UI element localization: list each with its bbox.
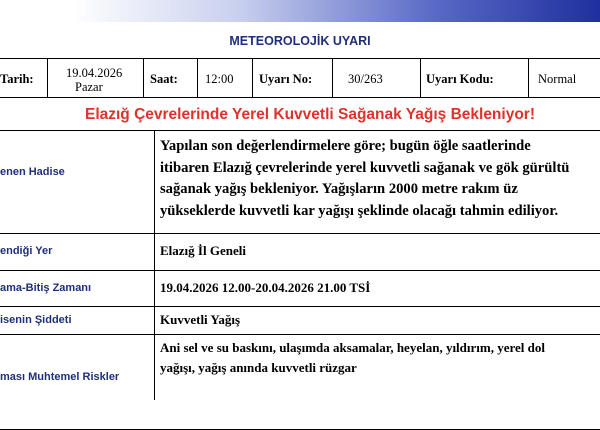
warning-no-label: Uyarı No:	[259, 72, 313, 86]
event-description-line: Yapılan son değerlendirmelere göre; bugün öğle saatlerinde	[160, 138, 531, 154]
header-divider	[332, 58, 333, 97]
severity-value: Kuvvetli Yağış	[160, 312, 241, 327]
day-value: Pazar	[75, 80, 103, 94]
row-label-location: endiği Yer	[0, 245, 53, 257]
header-divider	[197, 58, 198, 97]
date-label: Tarih:	[0, 72, 34, 86]
date-value: 19.04.2026	[66, 66, 123, 80]
row-label-event: enen Hadise	[0, 166, 65, 178]
risks-line: yağışı, yağış anında kuvvetli rüzgar	[160, 360, 357, 375]
document-title: METEOROLOJİK UYARI	[229, 34, 371, 48]
row-label-risks: ması Muhtemel Riskler	[0, 371, 120, 383]
header-divider	[47, 58, 48, 97]
header-divider	[252, 58, 253, 97]
event-description-line: sağanak yağış bekleniyor. Yağışların 2000 metre rakım üz	[160, 181, 518, 197]
header-divider	[528, 58, 529, 97]
event-description	[160, 136, 569, 222]
risks-line: Ani sel ve su baskını, ulaşımda aksamalar, heyelan, yıldırım, yerel dol	[160, 340, 545, 355]
warning-no-value: 30/263	[348, 72, 383, 86]
event-description-line: itibaren Elazığ çevrelerinde yerel kuvvetli sağanak ve gök gürültü	[160, 159, 570, 176]
warning-code-value: Normal	[538, 72, 577, 86]
header-divider	[420, 58, 421, 97]
table-divider	[0, 233, 600, 234]
table-divider	[0, 270, 600, 271]
event-description-line: yükseklerde kuvvetli kar yağışı şeklinde olacağı tahmin ediliyor.	[160, 202, 559, 219]
row-label-time-range: ama-Bitiş Zamanı	[0, 282, 92, 294]
location-value: Elazığ İl Geneli	[160, 243, 246, 258]
time-value: 12:00	[205, 72, 234, 86]
header-divider	[143, 58, 144, 97]
row-label-severity: isenin Şiddeti	[0, 314, 72, 326]
time-range-value: 19.04.2026 12.00-20.04.2026 21.00 TSİ	[160, 280, 371, 295]
time-label: Saat:	[150, 72, 178, 86]
warning-headline: Elazığ Çevrelerinde Yerel Kuvvetli Sağanak Yağış Bekleniyor!	[84, 106, 535, 123]
table-divider	[0, 306, 600, 307]
table-divider	[0, 334, 600, 335]
warning-code-label: Uyarı Kodu:	[426, 72, 494, 86]
label-column-divider	[154, 130, 155, 400]
table-divider	[0, 97, 600, 98]
table-divider	[0, 130, 600, 131]
top-gradient-bar	[0, 0, 600, 22]
